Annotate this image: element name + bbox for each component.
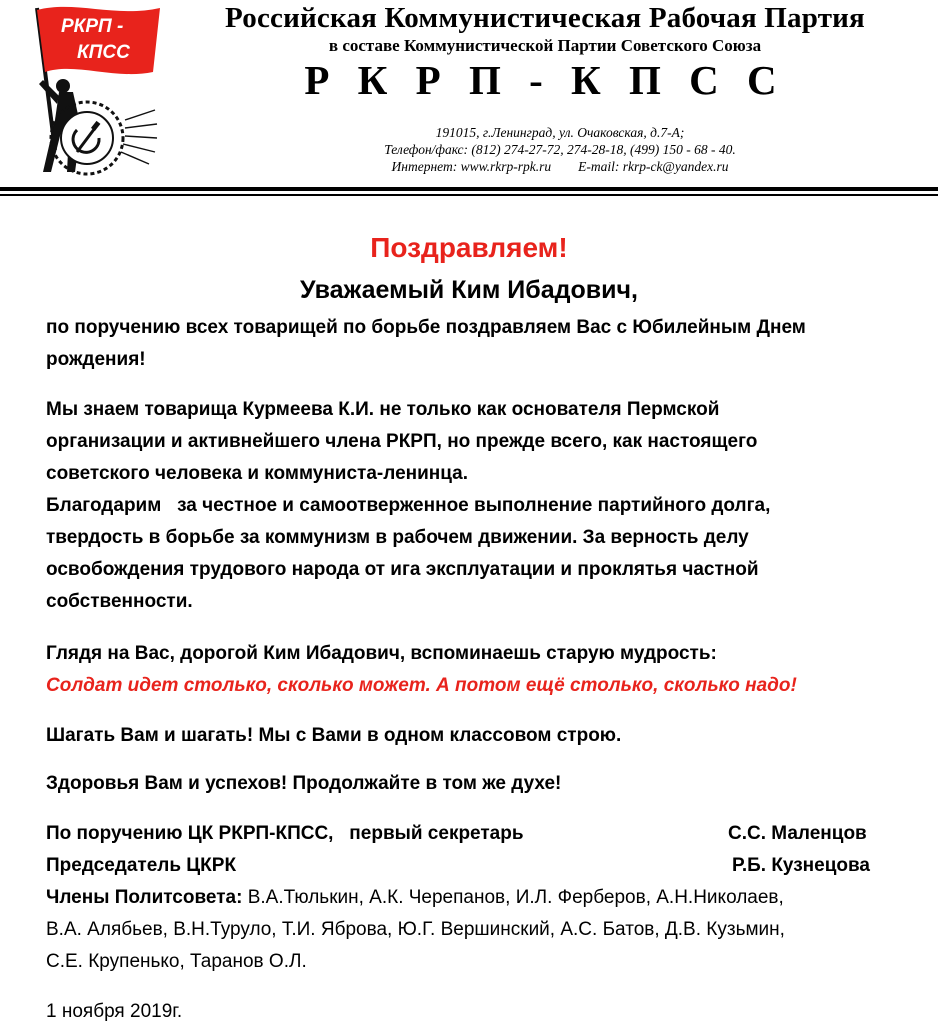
text-line: Мы знаем товарища Курмеева К.И. не только как основателя Пермской bbox=[46, 399, 720, 420]
signer-2-role: Председатель ЦКРК bbox=[46, 855, 237, 876]
signer-2-name: Р.Б. Кузнецова bbox=[732, 855, 871, 876]
paragraph-2 bbox=[46, 394, 926, 618]
paragraph-1 bbox=[46, 312, 926, 376]
text-line: освобождения трудового народа от ига эксплуатации и проклятья частной bbox=[46, 559, 759, 580]
politburo-line-1 bbox=[46, 882, 926, 914]
text-line: собственности. bbox=[46, 591, 193, 612]
members-names-1: В.А.Тюлькин, А.К. Черепанов, И.Л. Ферберов, А.Н.Николаев, bbox=[242, 887, 784, 908]
postal-address: 191015, г.Ленинград, ул. Очаковская, д.7-А; bbox=[435, 125, 685, 140]
members-names-2: В.А. Алябьев, В.Н.Туруло, Т.И. Яброва, Ю.Г. Вершинский, А.С. Батов, Д.В. Кузьмин, bbox=[46, 919, 785, 940]
paragraph-4: Шагать Вам и шагать! Мы с Вами в одном классовом строю. bbox=[46, 725, 622, 746]
logo-flag-text-1: РКРП - bbox=[61, 16, 124, 37]
party-title: Российская Коммунистическая Рабочая Партия bbox=[225, 2, 865, 34]
contact-block bbox=[300, 124, 820, 175]
internet-contacts: Интернет: www.rkrp-rpk.ru E-mail: rkrp-ck@yandex.ru bbox=[391, 159, 729, 174]
phone-numbers: Телефон/факс: (812) 274-27-72, 274-28-18, (499) 150 - 68 - 40. bbox=[384, 142, 736, 157]
text-line: рождения! bbox=[46, 349, 146, 370]
signature-row-2 bbox=[46, 850, 926, 882]
text-line: твердость в борьбе за коммунизм в рабочем движении. За верность делу bbox=[46, 527, 749, 548]
signature-block bbox=[46, 818, 926, 978]
wisdom-quote: Солдат идет столько, сколько может. А потом ещё столько, сколько надо! bbox=[46, 675, 797, 696]
members-label: Члены Политсовета: bbox=[46, 887, 243, 908]
text-line: Глядя на Вас, дорогой Ким Ибадович, вспоминаешь старую мудрость: bbox=[46, 643, 717, 664]
members-names-3: С.Е. Крупенько, Таранов О.Л. bbox=[46, 951, 307, 972]
signature-row-1 bbox=[46, 818, 926, 850]
signer-1-role: По поручению ЦК РКРП-КПСС, первый секретарь bbox=[46, 823, 524, 844]
party-logo bbox=[15, 0, 165, 180]
party-acronym: Р К Р П - К П С С bbox=[304, 57, 786, 103]
letter-date: 1 ноября 2019г. bbox=[46, 1001, 183, 1022]
text-line: советского человека и коммуниста-ленинца. bbox=[46, 463, 469, 484]
header-divider-thick bbox=[0, 187, 938, 191]
paragraph-3 bbox=[46, 638, 926, 702]
signer-1-name: С.С. Маленцов bbox=[728, 823, 867, 844]
greeting-heading: Поздравляем! bbox=[370, 232, 568, 263]
text-line: по поручению всех товарищей по борьбе поздравляем Вас с Юбилейным Днем bbox=[46, 317, 806, 338]
logo-flag-text-2: КПСС bbox=[77, 42, 130, 63]
header-divider-thin bbox=[0, 194, 938, 196]
paragraph-5: Здоровья Вам и успехов! Продолжайте в том же духе! bbox=[46, 773, 562, 794]
party-subtitle: в составе Коммунистической Партии Советского Союза bbox=[328, 36, 762, 55]
text-line: Благодарим за честное и самоотверженное выполнение партийного долга, bbox=[46, 495, 771, 516]
addressee-line: Уважаемый Ким Ибадович, bbox=[300, 276, 638, 304]
text-line: организации и активнейшего члена РКРП, но прежде всего, как настоящего bbox=[46, 431, 758, 452]
